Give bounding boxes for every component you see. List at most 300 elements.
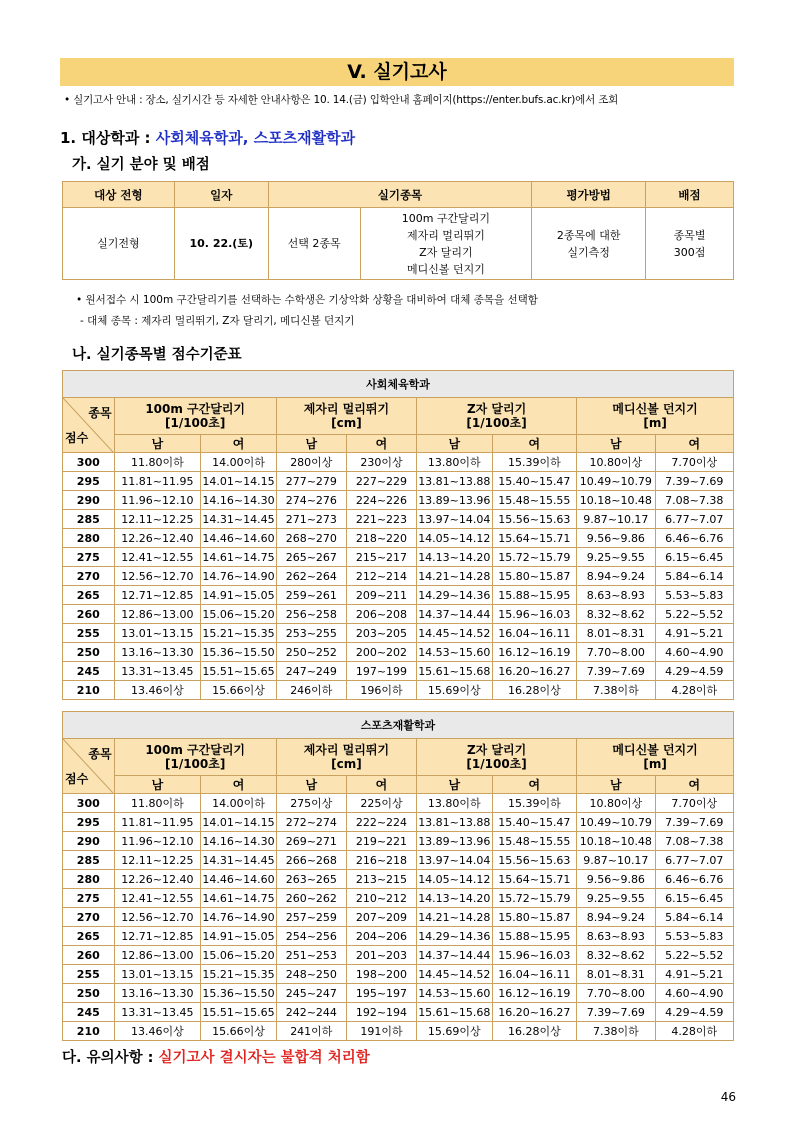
score-cell: 295 (63, 813, 115, 832)
score-cell: 245 (63, 662, 115, 681)
score-cell: 280 (63, 870, 115, 889)
criteria-cell: 250~252 (276, 643, 346, 662)
score-cell: 280 (63, 529, 115, 548)
criteria-cell: 15.06~15.20 (201, 605, 277, 624)
criteria-cell: 14.61~14.75 (201, 548, 277, 567)
criteria-cell: 14.16~14.30 (201, 832, 277, 851)
criteria-cell: 265~267 (276, 548, 346, 567)
criteria-cell: 14.45~14.52 (417, 965, 493, 984)
criteria-cell: 7.39~7.69 (655, 813, 733, 832)
criteria-cell: 12.26~12.40 (114, 529, 201, 548)
criteria-cell: 15.48~15.55 (492, 491, 577, 510)
criteria-cell: 8.32~8.62 (577, 946, 655, 965)
criteria-cell: 9.25~9.55 (577, 548, 655, 567)
event-item: 메디신볼 던지기 (406, 262, 485, 276)
criteria-cell: 15.36~15.50 (201, 984, 277, 1003)
score-cell: 290 (63, 491, 115, 510)
overview-type: 실기전형 (63, 208, 175, 280)
score-cell: 270 (63, 567, 115, 586)
criteria-cell: 15.66이상 (201, 681, 277, 700)
criteria-cell: 15.06~15.20 (201, 946, 277, 965)
criteria-cell: 15.72~15.79 (492, 548, 577, 567)
criteria-cell: 15.56~15.63 (492, 851, 577, 870)
criteria-cell: 245~247 (276, 984, 346, 1003)
overview-header: 배점 (646, 182, 734, 208)
score-cell: 265 (63, 586, 115, 605)
criteria-cell: 271~273 (276, 510, 346, 529)
criteria-cell: 266~268 (276, 851, 346, 870)
criteria-cell: 11.96~12.10 (114, 832, 201, 851)
table-row (63, 1003, 734, 1022)
event-header (577, 398, 734, 435)
score-cell: 255 (63, 965, 115, 984)
criteria-cell: 11.81~11.95 (114, 472, 201, 491)
criteria-cell: 10.18~10.48 (577, 491, 655, 510)
criteria-cell: 12.11~12.25 (114, 510, 201, 529)
overview-header: 실기종목 (268, 182, 532, 208)
subheading-a: 가. 실기 분야 및 배점 (72, 157, 210, 173)
criteria-cell: 15.61~15.68 (417, 1003, 493, 1022)
male-header: 남 (577, 435, 655, 453)
criteria-cell: 269~271 (276, 832, 346, 851)
table-row (63, 586, 734, 605)
criteria-cell: 12.56~12.70 (114, 567, 201, 586)
table-row (63, 491, 734, 510)
criteria-cell: 10.18~10.48 (577, 832, 655, 851)
table-row (63, 851, 734, 870)
criteria-cell: 14.29~14.36 (417, 927, 493, 946)
score-cell: 285 (63, 510, 115, 529)
criteria-cell: 6.15~6.45 (655, 548, 733, 567)
table-row (63, 927, 734, 946)
criteria-cell: 15.96~16.03 (492, 605, 577, 624)
criteria-cell: 13.31~13.45 (114, 1003, 201, 1022)
event-unit: [m] (643, 416, 667, 430)
criteria-cell: 14.29~14.36 (417, 586, 493, 605)
event-name: 100m 구간달리기 (145, 743, 246, 757)
method-line: 2종목에 대한 (556, 228, 621, 242)
criteria-cell: 14.13~14.20 (417, 889, 493, 908)
criteria-cell: 12.26~12.40 (114, 870, 201, 889)
criteria-cell: 9.87~10.17 (577, 851, 655, 870)
criteria-cell: 13.80이하 (417, 453, 493, 472)
page-title: V. 실기고사 (60, 58, 734, 86)
table-row (63, 548, 734, 567)
criteria-cell: 13.89~13.96 (417, 491, 493, 510)
criteria-cell: 14.21~14.28 (417, 567, 493, 586)
event-unit: [1/100초] (466, 416, 527, 430)
criteria-cell: 242~244 (276, 1003, 346, 1022)
criteria-cell: 13.97~14.04 (417, 510, 493, 529)
criteria-cell: 12.86~13.00 (114, 605, 201, 624)
criteria-cell: 7.08~7.38 (655, 832, 733, 851)
criteria-cell: 8.63~8.93 (577, 927, 655, 946)
criteria-cell: 15.51~15.65 (201, 662, 277, 681)
notice-text: • 실기고사 안내 : 장소, 실기시간 등 자세한 안내사항은 10. 14.(금) 입학안내 홈페이지(https://enter.bufs.ac.kr)에서 조회 (64, 94, 619, 106)
event-unit: [1/100초] (164, 757, 226, 771)
criteria-cell: 6.46~6.76 (655, 529, 733, 548)
criteria-cell: 230이상 (346, 453, 416, 472)
criteria-cell: 201~203 (346, 946, 416, 965)
criteria-cell: 6.15~6.45 (655, 889, 733, 908)
diagonal-header-cell (63, 739, 115, 794)
event-header (276, 398, 416, 435)
event-header (417, 398, 577, 435)
criteria-cell: 253~255 (276, 624, 346, 643)
table-row (63, 529, 734, 548)
table-row (63, 946, 734, 965)
female-header: 여 (346, 435, 416, 453)
criteria-cell: 4.29~4.59 (655, 662, 733, 681)
criteria-cell: 9.87~10.17 (577, 510, 655, 529)
criteria-cell: 4.91~5.21 (655, 624, 733, 643)
score-axis-label: 점수 (65, 431, 89, 445)
criteria-cell: 14.21~14.28 (417, 908, 493, 927)
criteria-cell: 219~221 (346, 832, 416, 851)
table-row (63, 908, 734, 927)
criteria-cell: 192~194 (346, 1003, 416, 1022)
score-cell: 275 (63, 548, 115, 567)
criteria-cell: 7.70이상 (655, 453, 733, 472)
score-cell: 295 (63, 472, 115, 491)
criteria-cell: 206~208 (346, 605, 416, 624)
criteria-cell: 7.39~7.69 (577, 1003, 655, 1022)
criteria-cell: 4.91~5.21 (655, 965, 733, 984)
criteria-cell: 200~202 (346, 643, 416, 662)
criteria-cell: 12.11~12.25 (114, 851, 201, 870)
criteria-cell: 13.01~13.15 (114, 965, 201, 984)
criteria-cell: 14.01~14.15 (201, 813, 277, 832)
event-name: Z자 달리기 (466, 402, 527, 416)
criteria-cell: 16.04~16.11 (492, 624, 577, 643)
event-header (276, 739, 416, 776)
criteria-cell: 7.08~7.38 (655, 491, 733, 510)
page-number: 46 (720, 1090, 736, 1104)
criteria-cell: 216~218 (346, 851, 416, 870)
criteria-cell: 247~249 (276, 662, 346, 681)
overview-header: 평가방법 (532, 182, 646, 208)
table-row (63, 605, 734, 624)
subheading-b: 나. 실기종목별 점수기준표 (72, 347, 242, 363)
criteria-cell: 14.05~14.12 (417, 870, 493, 889)
criteria-cell: 16.12~16.19 (492, 643, 577, 662)
score-cell: 245 (63, 1003, 115, 1022)
criteria-cell: 7.70~8.00 (577, 984, 655, 1003)
criteria-cell: 212~214 (346, 567, 416, 586)
overview-select: 선택 2종목 (268, 208, 360, 280)
criteria-cell: 262~264 (276, 567, 346, 586)
criteria-cell: 15.40~15.47 (492, 813, 577, 832)
criteria-cell: 13.80이하 (417, 794, 493, 813)
criteria-cell: 14.13~14.20 (417, 548, 493, 567)
points-line: 종목별 (673, 228, 706, 242)
score-cell: 300 (63, 453, 115, 472)
criteria-cell: 11.80이하 (114, 453, 201, 472)
criteria-cell: 15.88~15.95 (492, 927, 577, 946)
criteria-cell: 13.81~13.88 (417, 472, 493, 491)
score-cell: 265 (63, 927, 115, 946)
criteria-cell: 14.01~14.15 (201, 472, 277, 491)
criteria-cell: 9.56~9.86 (577, 870, 655, 889)
table-row (63, 984, 734, 1003)
criteria-cell: 5.84~6.14 (655, 567, 733, 586)
criteria-cell: 16.04~16.11 (492, 965, 577, 984)
criteria-cell: 14.76~14.90 (201, 567, 277, 586)
criteria-cell: 15.64~15.71 (492, 529, 577, 548)
female-header: 여 (655, 776, 733, 794)
criteria-cell: 12.86~13.00 (114, 946, 201, 965)
criteria-cell: 14.00이하 (201, 794, 277, 813)
event-unit: [1/100초] (164, 416, 226, 430)
criteria-cell: 251~253 (276, 946, 346, 965)
score-cell: 290 (63, 832, 115, 851)
criteria-cell: 15.72~15.79 (492, 889, 577, 908)
event-unit: [m] (643, 757, 667, 771)
overview-method (532, 208, 646, 280)
table-row (63, 681, 734, 700)
criteria-cell: 263~265 (276, 870, 346, 889)
table-caption: 스포츠재활학과 (63, 712, 734, 739)
male-header: 남 (114, 435, 201, 453)
criteria-cell: 5.22~5.52 (655, 605, 733, 624)
criteria-cell: 12.71~12.85 (114, 586, 201, 605)
criteria-cell: 13.81~13.88 (417, 813, 493, 832)
criteria-cell: 248~250 (276, 965, 346, 984)
criteria-cell: 10.80이상 (577, 794, 655, 813)
criteria-cell: 7.70~8.00 (577, 643, 655, 662)
female-header: 여 (201, 776, 277, 794)
table-row (63, 510, 734, 529)
criteria-cell: 213~215 (346, 870, 416, 889)
criteria-cell: 210~212 (346, 889, 416, 908)
criteria-cell: 280이상 (276, 453, 346, 472)
table-row (63, 453, 734, 472)
criteria-cell: 5.84~6.14 (655, 908, 733, 927)
table-row (63, 662, 734, 681)
criteria-cell: 6.77~7.07 (655, 851, 733, 870)
criteria-cell: 277~279 (276, 472, 346, 491)
table-row (63, 624, 734, 643)
criteria-cell: 7.38이하 (577, 1022, 655, 1041)
score-cell: 300 (63, 794, 115, 813)
event-header (114, 398, 276, 435)
criteria-cell: 14.46~14.60 (201, 870, 277, 889)
table-row (63, 472, 734, 491)
overview-header: 일자 (174, 182, 268, 208)
criteria-cell: 13.89~13.96 (417, 832, 493, 851)
table-row (63, 813, 734, 832)
criteria-cell: 225이상 (346, 794, 416, 813)
score-cell: 250 (63, 643, 115, 662)
table-row (63, 1022, 734, 1041)
event-item: 100m 구간달리기 (401, 211, 491, 225)
criteria-cell: 4.29~4.59 (655, 1003, 733, 1022)
criteria-cell: 14.00이하 (201, 453, 277, 472)
points-line: 300점 (673, 245, 706, 259)
male-header: 남 (276, 776, 346, 794)
criteria-cell: 15.88~15.95 (492, 586, 577, 605)
criteria-cell: 15.36~15.50 (201, 643, 277, 662)
criteria-cell: 274~276 (276, 491, 346, 510)
event-unit: [cm] (331, 416, 362, 430)
criteria-cell: 204~206 (346, 927, 416, 946)
criteria-cell: 4.60~4.90 (655, 643, 733, 662)
criteria-cell: 15.64~15.71 (492, 870, 577, 889)
criteria-cell: 8.32~8.62 (577, 605, 655, 624)
criteria-cell: 196이하 (346, 681, 416, 700)
table-row (63, 965, 734, 984)
criteria-cell: 13.97~14.04 (417, 851, 493, 870)
event-name: 100m 구간달리기 (145, 402, 246, 416)
table-row (63, 567, 734, 586)
score-cell: 270 (63, 908, 115, 927)
male-header: 남 (276, 435, 346, 453)
subheading-c (62, 1046, 370, 1067)
event-header (114, 739, 276, 776)
female-header: 여 (201, 435, 277, 453)
criteria-cell: 8.01~8.31 (577, 624, 655, 643)
criteria-cell: 257~259 (276, 908, 346, 927)
female-header: 여 (492, 435, 577, 453)
criteria-cell: 14.31~14.45 (201, 510, 277, 529)
criteria-cell: 209~211 (346, 586, 416, 605)
criteria-cell: 14.61~14.75 (201, 889, 277, 908)
criteria-cell: 16.28이상 (492, 681, 577, 700)
criteria-cell: 10.49~10.79 (577, 472, 655, 491)
criteria-cell: 14.91~15.05 (201, 927, 277, 946)
criteria-cell: 227~229 (346, 472, 416, 491)
score-table-physical-education (62, 370, 734, 700)
criteria-cell: 15.56~15.63 (492, 510, 577, 529)
criteria-cell: 14.37~14.44 (417, 605, 493, 624)
criteria-cell: 15.80~15.87 (492, 567, 577, 586)
criteria-cell: 15.21~15.35 (201, 624, 277, 643)
overview-points (646, 208, 734, 280)
event-header (417, 739, 577, 776)
criteria-cell: 11.96~12.10 (114, 491, 201, 510)
criteria-cell: 268~270 (276, 529, 346, 548)
criteria-cell: 8.94~9.24 (577, 908, 655, 927)
event-item: 제자리 멀리뛰기 (406, 228, 485, 242)
criteria-cell: 16.12~16.19 (492, 984, 577, 1003)
criteria-cell: 191이하 (346, 1022, 416, 1041)
criteria-cell: 13.16~13.30 (114, 643, 201, 662)
note-substitute: • 원서접수 시 100m 구간달리기를 선택하는 수학생은 기상악화 상황을 대비하여 대체 종목을 선택함 (76, 294, 538, 306)
criteria-cell: 203~205 (346, 624, 416, 643)
criteria-cell: 13.01~13.15 (114, 624, 201, 643)
diagonal-header-cell (63, 398, 115, 453)
criteria-cell: 224~226 (346, 491, 416, 510)
criteria-cell: 7.39~7.69 (655, 472, 733, 491)
criteria-cell: 4.28이하 (655, 1022, 733, 1041)
section-heading (60, 127, 355, 148)
event-unit: [1/100초] (466, 757, 527, 771)
criteria-cell: 14.31~14.45 (201, 851, 277, 870)
table-row (63, 870, 734, 889)
event-axis-label: 종목 (88, 406, 112, 420)
section-label: 1. 대상학과 : (60, 129, 156, 147)
criteria-cell: 9.56~9.86 (577, 529, 655, 548)
criteria-cell: 15.66이상 (201, 1022, 277, 1041)
criteria-cell: 16.20~16.27 (492, 1003, 577, 1022)
event-name: 메디신볼 던지기 (612, 743, 698, 757)
event-name: 메디신볼 던지기 (612, 402, 698, 416)
criteria-cell: 12.41~12.55 (114, 889, 201, 908)
criteria-cell: 15.69이상 (417, 681, 493, 700)
table-row (63, 794, 734, 813)
criteria-cell: 15.48~15.55 (492, 832, 577, 851)
criteria-cell: 12.56~12.70 (114, 908, 201, 927)
criteria-cell: 14.53~15.60 (417, 643, 493, 662)
criteria-cell: 5.53~5.83 (655, 927, 733, 946)
criteria-cell: 15.61~15.68 (417, 662, 493, 681)
event-header (577, 739, 734, 776)
criteria-cell: 7.38이하 (577, 681, 655, 700)
criteria-cell: 16.28이상 (492, 1022, 577, 1041)
criteria-cell: 5.22~5.52 (655, 946, 733, 965)
criteria-cell: 14.37~14.44 (417, 946, 493, 965)
criteria-cell: 15.80~15.87 (492, 908, 577, 927)
event-name: 제자리 멀리뛰기 (303, 743, 390, 757)
event-axis-label: 종목 (88, 747, 112, 761)
caution-text: 실기고사 결시자는 불합격 처리함 (158, 1050, 370, 1066)
criteria-cell: 5.53~5.83 (655, 586, 733, 605)
score-table-sports-rehab (62, 711, 734, 1041)
criteria-cell: 246이하 (276, 681, 346, 700)
criteria-cell: 197~199 (346, 662, 416, 681)
criteria-cell: 15.39이하 (492, 453, 577, 472)
score-cell: 210 (63, 681, 115, 700)
criteria-cell: 14.45~14.52 (417, 624, 493, 643)
event-name: Z자 달리기 (466, 743, 527, 757)
criteria-cell: 207~209 (346, 908, 416, 927)
criteria-cell: 215~217 (346, 548, 416, 567)
overview-table (62, 181, 734, 280)
criteria-cell: 12.41~12.55 (114, 548, 201, 567)
criteria-cell: 254~256 (276, 927, 346, 946)
note-substitute-events: - 대체 종목 : 제자리 멀리뛰기, Z자 달리기, 메디신볼 던지기 (80, 315, 355, 327)
table-caption: 사회체육학과 (63, 371, 734, 398)
criteria-cell: 198~200 (346, 965, 416, 984)
table-row (63, 643, 734, 662)
score-cell: 275 (63, 889, 115, 908)
female-header: 여 (655, 435, 733, 453)
criteria-cell: 13.16~13.30 (114, 984, 201, 1003)
target-departments: 사회체육학과, 스포츠재활학과 (155, 129, 356, 147)
criteria-cell: 15.96~16.03 (492, 946, 577, 965)
method-line: 실기측정 (567, 245, 610, 259)
criteria-cell: 10.80이상 (577, 453, 655, 472)
criteria-cell: 14.46~14.60 (201, 529, 277, 548)
criteria-cell: 13.46이상 (114, 1022, 201, 1041)
criteria-cell: 14.76~14.90 (201, 908, 277, 927)
criteria-cell: 15.40~15.47 (492, 472, 577, 491)
event-name: 제자리 멀리뛰기 (303, 402, 390, 416)
criteria-cell: 275이상 (276, 794, 346, 813)
female-header: 여 (346, 776, 416, 794)
event-unit: [cm] (331, 757, 362, 771)
criteria-cell: 272~274 (276, 813, 346, 832)
criteria-cell: 15.39이하 (492, 794, 577, 813)
criteria-cell: 7.70이상 (655, 794, 733, 813)
criteria-cell: 11.81~11.95 (114, 813, 201, 832)
score-cell: 260 (63, 605, 115, 624)
criteria-cell: 195~197 (346, 984, 416, 1003)
male-header: 남 (417, 776, 493, 794)
score-cell: 260 (63, 946, 115, 965)
caution-label: 다. 유의사항 : (62, 1050, 159, 1066)
female-header: 여 (492, 776, 577, 794)
